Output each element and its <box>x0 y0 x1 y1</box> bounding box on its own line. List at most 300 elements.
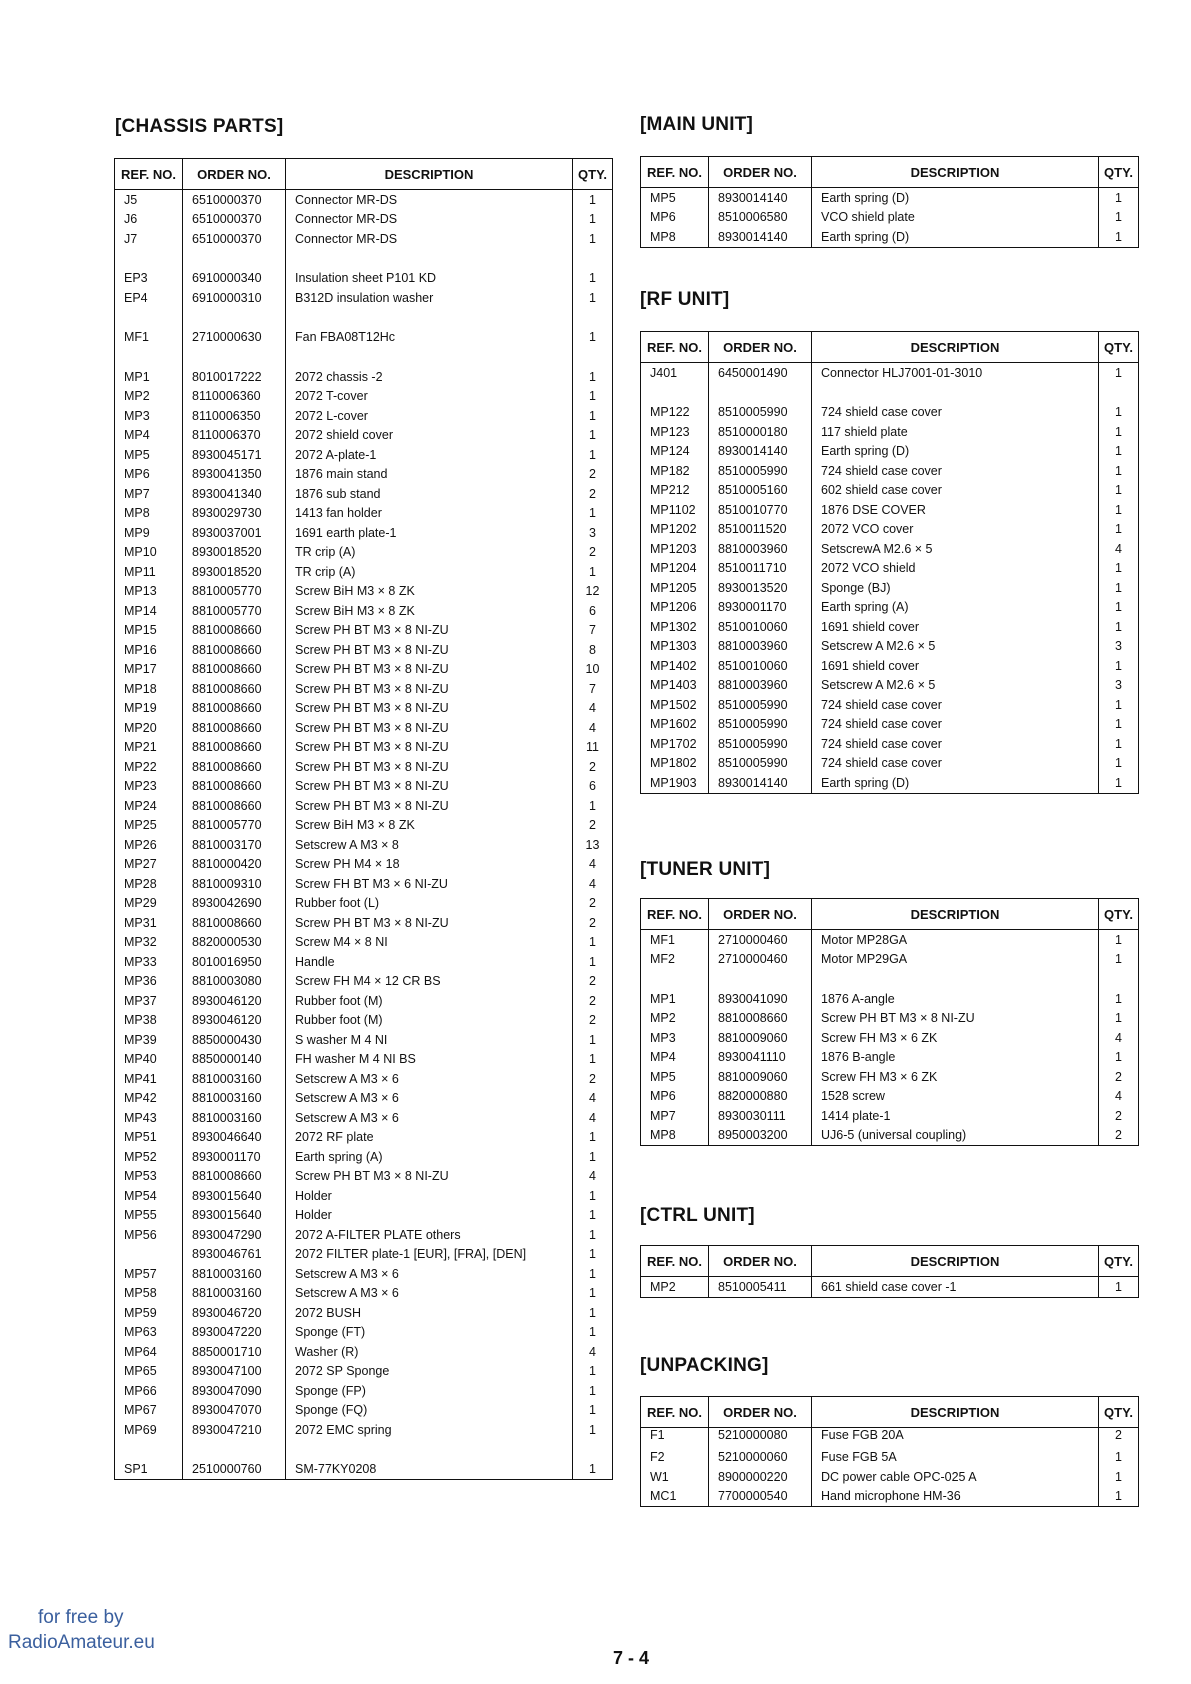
description: Sponge (FP) <box>286 1381 573 1401</box>
order-no: 8930046120 <box>183 991 286 1011</box>
table-row <box>641 208 1139 228</box>
ref-no: MP1203 <box>641 539 709 559</box>
table-row <box>641 520 1139 540</box>
description: 2072 chassis -2 <box>286 367 573 387</box>
ref-no <box>115 249 183 269</box>
table-row <box>641 1028 1139 1048</box>
spacer-row <box>115 308 613 328</box>
description: Insulation sheet P101 KD <box>286 269 573 289</box>
unpacking-title: [UNPACKING] <box>640 1355 769 1376</box>
table-row <box>641 442 1139 462</box>
order-no: 8010017222 <box>183 367 286 387</box>
ref-no: F1 <box>641 1428 709 1448</box>
table-row <box>115 796 613 816</box>
ref-no: MP21 <box>115 738 183 758</box>
qty: 2 <box>573 894 613 914</box>
description: 1876 sub stand <box>286 484 573 504</box>
table-row <box>641 578 1139 598</box>
ref-no: MP2 <box>641 1277 709 1298</box>
col-header-description: DESCRIPTION <box>812 1246 1099 1277</box>
table-row <box>115 523 613 543</box>
order-no: 8930047220 <box>183 1323 286 1343</box>
table-row <box>115 1362 613 1382</box>
table-row <box>115 894 613 914</box>
qty: 4 <box>573 1342 613 1362</box>
ref-no <box>115 308 183 328</box>
description: Connector MR-DS <box>286 190 573 210</box>
order-no: 8930001170 <box>183 1147 286 1167</box>
qty: 1 <box>573 1147 613 1167</box>
qty: 1 <box>1099 930 1139 950</box>
table-header-row <box>641 157 1139 188</box>
qty: 1 <box>1099 715 1139 735</box>
table-row <box>115 874 613 894</box>
qty: 1 <box>573 1225 613 1245</box>
table-row <box>641 1487 1139 1507</box>
description: Motor MP28GA <box>812 930 1099 950</box>
qty: 1 <box>573 796 613 816</box>
ref-no: MP26 <box>115 835 183 855</box>
qty <box>1099 969 1139 989</box>
watermark-line1: for free by <box>38 1607 124 1628</box>
order-no: 8510005990 <box>709 403 812 423</box>
ref-no: MF2 <box>641 950 709 970</box>
qty: 2 <box>573 465 613 485</box>
description: Rubber foot (L) <box>286 894 573 914</box>
order-no: 2710000460 <box>709 930 812 950</box>
table-row <box>115 1206 613 1226</box>
ref-no: MP65 <box>115 1362 183 1382</box>
table-header-row <box>115 159 613 190</box>
table-row <box>115 1323 613 1343</box>
description <box>812 969 1099 989</box>
description: 2072 shield cover <box>286 426 573 446</box>
order-no: 8810003160 <box>183 1108 286 1128</box>
description: Holder <box>286 1186 573 1206</box>
qty: 4 <box>1099 1087 1139 1107</box>
ref-no: MP69 <box>115 1420 183 1440</box>
order-no: 8510005990 <box>709 754 812 774</box>
description: Holder <box>286 1206 573 1226</box>
description: 1876 A-angle <box>812 989 1099 1009</box>
qty: 7 <box>573 679 613 699</box>
description: 2072 A-plate-1 <box>286 445 573 465</box>
order-no: 8810000420 <box>183 855 286 875</box>
order-no: 8930013520 <box>709 578 812 598</box>
qty: 2 <box>1099 1067 1139 1087</box>
table-row <box>115 484 613 504</box>
qty: 4 <box>573 718 613 738</box>
qty: 1 <box>573 1381 613 1401</box>
description: FH washer M 4 NI BS <box>286 1050 573 1070</box>
main-unit-title: [MAIN UNIT] <box>640 114 754 135</box>
qty: 12 <box>573 582 613 602</box>
order-no: 8850000430 <box>183 1030 286 1050</box>
qty: 1 <box>1099 188 1139 208</box>
description: Setscrew A M3 × 6 <box>286 1108 573 1128</box>
ref-no <box>115 347 183 367</box>
description: Motor MP29GA <box>812 950 1099 970</box>
ref-no: MP1502 <box>641 695 709 715</box>
order-no: 8930030111 <box>709 1106 812 1126</box>
qty: 7 <box>573 621 613 641</box>
ref-no: MP1602 <box>641 715 709 735</box>
table-row <box>641 1048 1139 1068</box>
qty: 1 <box>1099 1048 1139 1068</box>
ref-no: MP20 <box>115 718 183 738</box>
table-row <box>115 991 613 1011</box>
order-no: 8930014140 <box>709 442 812 462</box>
description: Rubber foot (M) <box>286 991 573 1011</box>
qty: 1 <box>1099 442 1139 462</box>
table-row <box>115 835 613 855</box>
ref-no: MP7 <box>641 1106 709 1126</box>
ref-no: MP40 <box>115 1050 183 1070</box>
qty: 1 <box>1099 363 1139 383</box>
order-no: 8930046720 <box>183 1303 286 1323</box>
order-no: 5210000080 <box>709 1428 812 1448</box>
ref-no: MP1302 <box>641 617 709 637</box>
order-no: 8810005770 <box>183 582 286 602</box>
description: TR crip (A) <box>286 543 573 563</box>
watermark-line2: RadioAmateur.eu <box>8 1632 155 1653</box>
ref-no: MP52 <box>115 1147 183 1167</box>
ref-no: MP6 <box>115 465 183 485</box>
description: Screw M4 × 8 NI <box>286 933 573 953</box>
description: 724 shield case cover <box>812 461 1099 481</box>
table-row <box>641 1277 1139 1298</box>
ref-no: MP25 <box>115 816 183 836</box>
qty: 1 <box>1099 950 1139 970</box>
ref-no: MP32 <box>115 933 183 953</box>
unpacking-table <box>640 1396 1139 1507</box>
qty: 1 <box>573 269 613 289</box>
table-row <box>115 1381 613 1401</box>
table-row <box>641 734 1139 754</box>
order-no: 8900000220 <box>709 1467 812 1487</box>
ref-no: MP3 <box>641 1028 709 1048</box>
qty: 2 <box>573 991 613 1011</box>
order-no: 8930001170 <box>709 598 812 618</box>
table-row <box>115 465 613 485</box>
description: 2072 BUSH <box>286 1303 573 1323</box>
table-row <box>641 989 1139 1009</box>
ref-no: MP28 <box>115 874 183 894</box>
description: 2072 FILTER plate-1 [EUR], [FRA], [DEN] <box>286 1245 573 1265</box>
description: 2072 L-cover <box>286 406 573 426</box>
table-row <box>641 481 1139 501</box>
qty: 1 <box>573 1264 613 1284</box>
col-header-description: DESCRIPTION <box>812 332 1099 363</box>
order-no: 8510005990 <box>709 695 812 715</box>
order-no: 6510000370 <box>183 210 286 230</box>
table-row <box>641 1009 1139 1029</box>
description: Setscrew A M3 × 6 <box>286 1089 573 1109</box>
col-header-qty: QTY. <box>1099 332 1139 363</box>
qty: 4 <box>573 1108 613 1128</box>
qty: 2 <box>573 816 613 836</box>
description: 2072 SP Sponge <box>286 1362 573 1382</box>
ref-no: MP2 <box>641 1009 709 1029</box>
col-header-order: ORDER NO. <box>709 332 812 363</box>
qty: 1 <box>573 190 613 210</box>
order-no: 8810005770 <box>183 816 286 836</box>
qty: 1 <box>573 1284 613 1304</box>
description: 1876 main stand <box>286 465 573 485</box>
description: Sponge (BJ) <box>812 578 1099 598</box>
ref-no: MP31 <box>115 913 183 933</box>
order-no: 8510011710 <box>709 559 812 579</box>
order-no: 8810008660 <box>183 738 286 758</box>
order-no: 2510000760 <box>183 1460 286 1480</box>
description: UJ6-5 (universal coupling) <box>812 1126 1099 1146</box>
ref-no: MC1 <box>641 1487 709 1507</box>
qty: 8 <box>573 640 613 660</box>
col-header-ref: REF. NO. <box>641 332 709 363</box>
qty: 4 <box>573 1089 613 1109</box>
qty: 1 <box>573 210 613 230</box>
qty: 1 <box>573 406 613 426</box>
order-no: 8810008660 <box>183 796 286 816</box>
ref-no: MP63 <box>115 1323 183 1343</box>
order-no: 8930018520 <box>183 543 286 563</box>
order-no: 8510005411 <box>709 1277 812 1298</box>
qty: 1 <box>573 504 613 524</box>
description: 1413 fan holder <box>286 504 573 524</box>
ref-no: MP122 <box>641 403 709 423</box>
ref-no: MP43 <box>115 1108 183 1128</box>
description: Sponge (FT) <box>286 1323 573 1343</box>
order-no: 8810008660 <box>183 660 286 680</box>
description: 1876 DSE COVER <box>812 500 1099 520</box>
ref-no: MP15 <box>115 621 183 641</box>
qty: 1 <box>1099 1277 1139 1298</box>
ref-no: W1 <box>641 1467 709 1487</box>
ref-no: EP4 <box>115 288 183 308</box>
table-row <box>115 288 613 308</box>
ref-no: MP57 <box>115 1264 183 1284</box>
description <box>286 249 573 269</box>
description: Screw PH BT M3 × 8 NI-ZU <box>812 1009 1099 1029</box>
description: B312D insulation washer <box>286 288 573 308</box>
description: 2072 A-FILTER PLATE others <box>286 1225 573 1245</box>
col-header-qty: QTY. <box>1099 899 1139 930</box>
description: Screw PH BT M3 × 8 NI-ZU <box>286 777 573 797</box>
description: Rubber foot (M) <box>286 1011 573 1031</box>
ref-no: MP59 <box>115 1303 183 1323</box>
table-row <box>641 188 1139 208</box>
col-header-order: ORDER NO. <box>709 1246 812 1277</box>
ref-no: MP1802 <box>641 754 709 774</box>
qty: 1 <box>1099 1487 1139 1507</box>
description: Screw PH BT M3 × 8 NI-ZU <box>286 1167 573 1187</box>
ref-no: MP1 <box>641 989 709 1009</box>
col-header-description: DESCRIPTION <box>812 1397 1099 1428</box>
order-no: 8810008660 <box>183 777 286 797</box>
description: Setscrew A M3 × 6 <box>286 1284 573 1304</box>
qty <box>1099 383 1139 403</box>
ref-no: MP2 <box>115 387 183 407</box>
order-no: 8510011520 <box>709 520 812 540</box>
table-row <box>115 621 613 641</box>
spacer-row <box>115 249 613 269</box>
description: 724 shield case cover <box>812 715 1099 735</box>
qty: 2 <box>573 484 613 504</box>
description <box>286 1440 573 1460</box>
description: VCO shield plate <box>812 208 1099 228</box>
qty: 1 <box>1099 403 1139 423</box>
qty: 4 <box>573 699 613 719</box>
qty: 1 <box>1099 208 1139 228</box>
description: Screw PH M4 × 18 <box>286 855 573 875</box>
table-row <box>115 1167 613 1187</box>
description: Fuse FGB 5A <box>812 1448 1099 1468</box>
table-row <box>115 1420 613 1440</box>
ref-no: MP1 <box>115 367 183 387</box>
col-header-qty: QTY. <box>1099 1397 1139 1428</box>
order-no: 8930047070 <box>183 1401 286 1421</box>
description: Earth spring (A) <box>812 598 1099 618</box>
ref-no: MP19 <box>115 699 183 719</box>
qty: 10 <box>573 660 613 680</box>
table-row <box>641 598 1139 618</box>
description: Setscrew A M3 × 8 <box>286 835 573 855</box>
ref-no: MP124 <box>641 442 709 462</box>
ref-no: MP6 <box>641 1087 709 1107</box>
description <box>812 383 1099 403</box>
table-row <box>115 504 613 524</box>
qty: 1 <box>573 367 613 387</box>
ref-no: MP33 <box>115 952 183 972</box>
order-no: 8930014140 <box>709 188 812 208</box>
order-no: 8810008660 <box>709 1009 812 1029</box>
order-no: 8110006360 <box>183 387 286 407</box>
description: Earth spring (D) <box>812 773 1099 793</box>
order-no: 8820000530 <box>183 933 286 953</box>
description: Screw FH M3 × 6 ZK <box>812 1028 1099 1048</box>
qty: 1 <box>1099 734 1139 754</box>
page-number: 7 - 4 <box>613 1648 650 1668</box>
table-row <box>641 617 1139 637</box>
description: Earth spring (D) <box>812 227 1099 247</box>
table-row <box>115 1284 613 1304</box>
qty: 1 <box>1099 617 1139 637</box>
description: 724 shield case cover <box>812 754 1099 774</box>
ref-no: MP1402 <box>641 656 709 676</box>
order-no: 6510000370 <box>183 229 286 249</box>
description: Connector MR-DS <box>286 229 573 249</box>
table-row <box>641 403 1139 423</box>
order-no: 8950003200 <box>709 1126 812 1146</box>
table-row <box>641 950 1139 970</box>
order-no: 2710000460 <box>709 950 812 970</box>
qty: 4 <box>573 855 613 875</box>
col-header-order: ORDER NO. <box>709 157 812 188</box>
description: Setscrew A M2.6 × 5 <box>812 676 1099 696</box>
qty: 1 <box>573 288 613 308</box>
description: Fuse FGB 20A <box>812 1428 1099 1448</box>
ref-no: J6 <box>115 210 183 230</box>
ref-no: F2 <box>641 1448 709 1468</box>
qty: 3 <box>1099 676 1139 696</box>
rf-unit-table <box>640 331 1139 794</box>
qty: 1 <box>1099 773 1139 793</box>
ref-no: MP1403 <box>641 676 709 696</box>
ref-no: MP39 <box>115 1030 183 1050</box>
description: Screw FH BT M3 × 6 NI-ZU <box>286 874 573 894</box>
order-no: 8810009310 <box>183 874 286 894</box>
qty: 1 <box>573 933 613 953</box>
description: Hand microphone HM-36 <box>812 1487 1099 1507</box>
col-header-ref: REF. NO. <box>641 157 709 188</box>
qty: 1 <box>1099 559 1139 579</box>
table-row <box>115 972 613 992</box>
qty: 1 <box>573 1420 613 1440</box>
ref-no: MP37 <box>115 991 183 1011</box>
ref-no: MP1903 <box>641 773 709 793</box>
table-row <box>115 582 613 602</box>
table-row <box>115 1303 613 1323</box>
ref-no: MP17 <box>115 660 183 680</box>
spacer-row <box>641 383 1139 403</box>
table-row <box>115 952 613 972</box>
qty: 1 <box>573 445 613 465</box>
description: 724 shield case cover <box>812 734 1099 754</box>
ref-no: MP9 <box>115 523 183 543</box>
ref-no: MP8 <box>641 227 709 247</box>
description: 1691 shield cover <box>812 617 1099 637</box>
ref-no: MP4 <box>641 1048 709 1068</box>
order-no <box>709 383 812 403</box>
description: Screw PH BT M3 × 8 NI-ZU <box>286 621 573 641</box>
rf-unit-title: [RF UNIT] <box>640 289 730 310</box>
qty: 2 <box>573 1011 613 1031</box>
description: 724 shield case cover <box>812 403 1099 423</box>
ref-no: MP16 <box>115 640 183 660</box>
description: SM-77KY0208 <box>286 1460 573 1480</box>
qty: 1 <box>1099 695 1139 715</box>
order-no: 8810009060 <box>709 1028 812 1048</box>
order-no: 8810009060 <box>709 1067 812 1087</box>
description: Setscrew A M3 × 6 <box>286 1069 573 1089</box>
qty: 1 <box>1099 500 1139 520</box>
description: Screw PH BT M3 × 8 NI-ZU <box>286 913 573 933</box>
qty: 1 <box>1099 1009 1139 1029</box>
ref-no: MP53 <box>115 1167 183 1187</box>
qty: 1 <box>1099 754 1139 774</box>
order-no: 8810003960 <box>709 539 812 559</box>
qty: 1 <box>573 1245 613 1265</box>
ref-no: MP3 <box>115 406 183 426</box>
table-row <box>641 1448 1139 1468</box>
table-row <box>115 640 613 660</box>
ref-no: MP212 <box>641 481 709 501</box>
order-no <box>183 249 286 269</box>
col-header-ref: REF. NO. <box>641 1246 709 1277</box>
table-row <box>115 1245 613 1265</box>
description: 661 shield case cover -1 <box>812 1277 1099 1298</box>
col-header-qty: QTY. <box>1099 157 1139 188</box>
order-no: 8930015640 <box>183 1206 286 1226</box>
order-no: 8820000880 <box>709 1087 812 1107</box>
qty: 1 <box>573 387 613 407</box>
ref-no: MP13 <box>115 582 183 602</box>
ref-no: MP1702 <box>641 734 709 754</box>
spacer-row <box>115 347 613 367</box>
ctrl-unit-title: [CTRL UNIT] <box>640 1205 755 1226</box>
qty: 4 <box>573 1167 613 1187</box>
ref-no: MP10 <box>115 543 183 563</box>
